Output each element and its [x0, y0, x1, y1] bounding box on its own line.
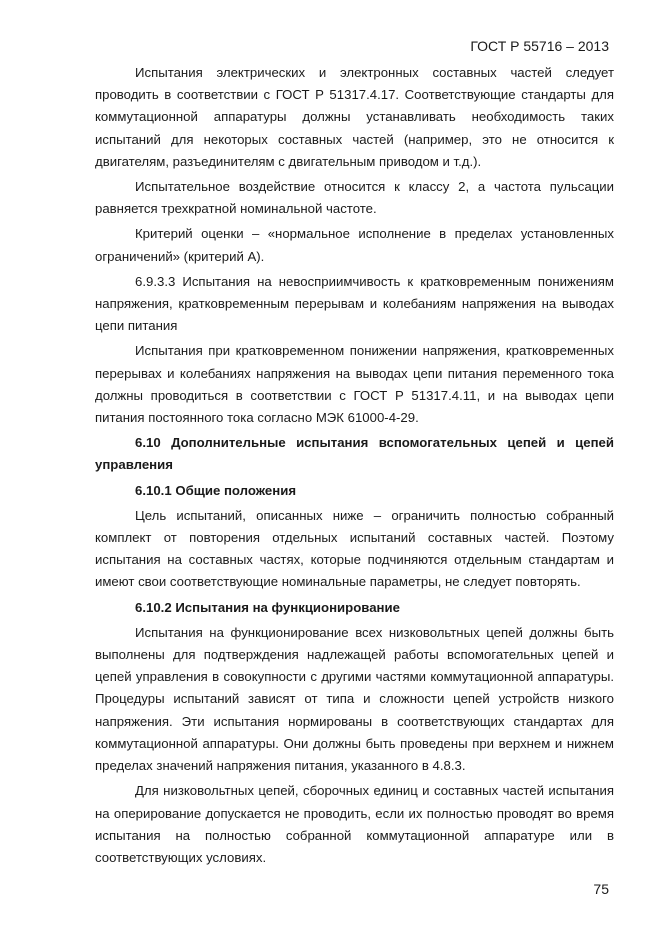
document-header: ГОСТ Р 55716 – 2013 [470, 38, 609, 54]
paragraph: 6.9.3.3 Испытания на невосприимчивость к кратковременным понижениям напряжения, кратковременным перерывам и колебаниям напряжения на выводах цепи питания [95, 273, 614, 334]
paragraph: Цель испытаний, описанных ниже – ограничить полностью собранный комплект от повторения отдельных испытаний составных частей. Поэтому испытания на составных частях, которые подчиняются отдельным стандартам и имеют свои соответствующие номинальные параметры, не следует повторять. [95, 507, 614, 590]
section-heading: 6.10.1 Общие положения [135, 482, 297, 498]
page-number: 75 [593, 881, 609, 897]
paragraph: Для низковольтных цепей, сборочных единиц и составных частей испытания на оперирование допускается не проводить, если их полностью проводят во время испытания на полностью собранной коммутационной аппаратуре или в соответствующих условиях. [95, 783, 614, 865]
paragraph: Критерий оценки – «нормальное исполнение в пределах установленных ограничений» (критерий А). [95, 226, 614, 264]
paragraph: Испытания электрических и электронных составных частей следует проводить в соответствии с ГОСТ Р 51317.4.17. Соответствующие стандарты для коммутационной аппаратуры должны устанавливать необходимость таких испытаний для некоторых составных частей (например, это не относится к двигателям, разъединителям с двигательным приводом и т.д.). [95, 65, 614, 169]
paragraph: Испытательное воздействие относится к классу 2, а частота пульсации равняется трехкратной номинальной частоте. [95, 179, 614, 217]
section-heading: 6.10.2 Испытания на функционирование [135, 599, 400, 615]
paragraph: Испытания на функционирование всех низковольтных цепей должны быть выполнены для подтверждения надлежащей работы вспомогательных цепей и цепей управления в совокупности с другими частями коммутационной аппаратуры. Процедуры испытаний зависят от типа и сложности цепей устройств низкого напряжения. Эти испытания нормированы в соответствующих стандартах для коммутационной аппаратуры. Они должны быть проведены при верхнем и нижнем пределах значений напряжения питания, указанного в 4.8.3. [95, 624, 614, 774]
paragraph: Испытания при кратковременном понижении напряжения, кратковременных перерывах и колебаниях напряжения на выводах цепи питания переменного тока должны проводиться в соответствии с ГОСТ Р 51317.4.11, и на выводах цепи питания постоянного тока согласно МЭК 61000-4-29. [95, 343, 614, 426]
document-body [95, 62, 614, 872]
section-heading: 6.10 Дополнительные испытания вспомогательных цепей и цепей управления [95, 435, 614, 473]
